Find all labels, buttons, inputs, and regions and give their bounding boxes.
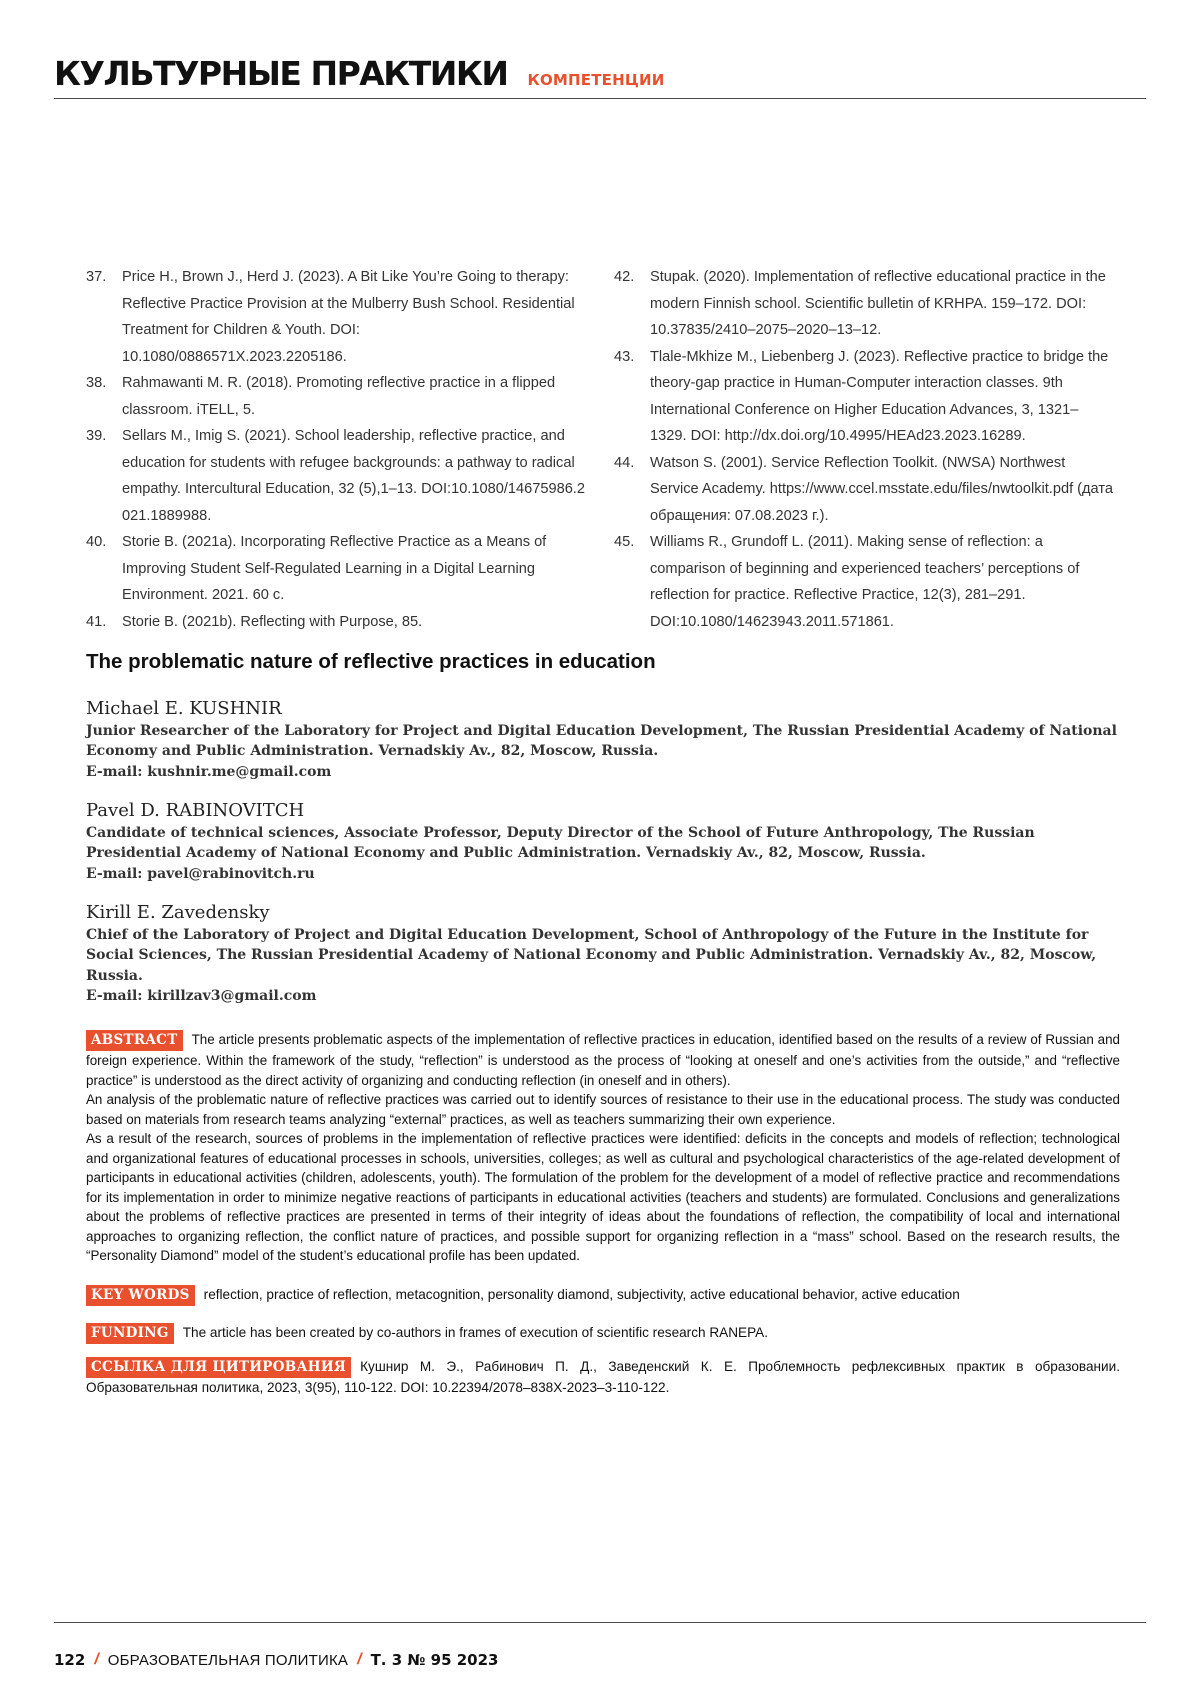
article-title: The problematic nature of reflective practices in education <box>86 650 656 674</box>
issue-info: Т. 3 № 95 2023 <box>371 1651 499 1669</box>
footer-rule <box>54 1622 1146 1623</box>
citation-text: Кушнир М. Э., Рабинович П. Д., Заведенский К. Е. Проблемность рефлексивных практик в образовании. Образовательная политика, 2023, 3(95), 110-122. DOI: 10.22394/2078–838X-2023–3-110-122. <box>86 1359 1120 1395</box>
running-header <box>54 54 1146 99</box>
reference-number: 42. <box>614 264 650 344</box>
funding-label: FUNDING <box>86 1323 174 1344</box>
reference-item <box>614 450 1114 530</box>
references-right-column <box>614 264 1114 635</box>
author-affiliation: Chief of the Laboratory of Project and Digital Education Development, School of Anthropology of the Future in the Institute for Social Sciences, The Russian Presidential Academy of National Economy and Public Administration. Vernadskiy Av., 82, Moscow, Russia. <box>86 925 1126 986</box>
reference-item <box>86 423 586 529</box>
author-name: Michael E. KUSHNIR <box>86 697 1126 721</box>
author-block <box>86 799 1126 884</box>
reference-number: 39. <box>86 423 122 529</box>
journal-subsection: КОМПЕТЕНЦИИ <box>528 71 665 89</box>
reference-number: 41. <box>86 609 122 636</box>
abstract-paragraph <box>86 1030 1120 1090</box>
keywords-text: reflection, practice of reflection, metacognition, personality diamond, subjectivity, active educational behavior, active education <box>204 1287 960 1302</box>
author-email: E-mail: pavel@rabinovitch.ru <box>86 864 1126 884</box>
author-name: Kirill E. Zavedensky <box>86 901 1126 925</box>
reference-text: Price H., Brown J., Herd J. (2023). A Bit Like You’re Going to therapy: Reflective Practice Provision at the Mulberry Bush School. Residential Treatment for Children & Youth. DOI: 10.1080/0886571X.2023.2205186. <box>122 264 586 370</box>
abstract-paragraph: As a result of the research, sources of problems in the implementation of reflective practices were identified: deficits in the concepts and models of reflection; technological and organizational features of educational processes in schools, universities, colleges; as well as cultural and psychological characteristics of the age-related development of participants in educational activities (children, adolescents, youth). The formulation of the problem for the development of a model of reflective practice and recommendations for its implementation in order to minimize negative reactions of participants in educational activities (teachers and students) are formulated. Conclusions and generalizations about the problems of reflective practices are presented in terms of their integrity of ideas about the foundations of reflection, the compatibility of local and international approaches to organizing reflection, the conflict nature of practices, and possible support for organizing reflection in a “mass” school. Based on the research results, the “Personality Diamond” model of the student’s educational profile has been updated. <box>86 1129 1120 1266</box>
journal-name: ОБРАЗОВАТЕЛЬНАЯ ПОЛИТИКА <box>108 1652 348 1669</box>
author-affiliation: Junior Researcher of the Laboratory for Project and Digital Education Development, The Russian Presidential Academy of National Economy and Public Administration. Vernadskiy Av., 82, Moscow, Russia. <box>86 721 1126 762</box>
abstract-section <box>86 1030 1120 1266</box>
reference-text: Tlale-Mkhize M., Liebenberg J. (2023). Reflective practice to bridge the theory-gap practice in Human-Computer interaction classes. 9th International Conference on Higher Education Advances, 3, 1321–1329. DOI: http://dx.doi.org/10.4995/HEAd23.2023.16289. <box>650 344 1114 450</box>
references-left-column <box>86 264 586 635</box>
keywords-label: KEY WORDS <box>86 1285 195 1306</box>
reference-item <box>614 344 1114 450</box>
reference-number: 44. <box>614 450 650 530</box>
reference-number: 38. <box>86 370 122 423</box>
funding-text: The article has been created by co-authors in frames of execution of scientific research RANEPA. <box>183 1325 768 1340</box>
reference-text: Rahmawanti M. R. (2018). Promoting reflective practice in a flipped classroom. iTELL, 5. <box>122 370 586 423</box>
footer-separator: / <box>94 1651 98 1669</box>
reference-item <box>614 264 1114 344</box>
reference-number: 45. <box>614 529 650 635</box>
page-number: 122 <box>54 1651 85 1669</box>
reference-text: Storie B. (2021b). Reflecting with Purpose, 85. <box>122 609 586 636</box>
reference-text: Watson S. (2001). Service Reflection Toolkit. (NWSA) Northwest Service Academy. https://www.ccel.msstate.edu/files/nwtoolkit.pdf (дата обращения: 07.08.2023 г.). <box>650 450 1114 530</box>
reference-text: Williams R., Grundoff L. (2011). Making sense of reflection: a comparison of beginning and experienced teachers’ perceptions of reflection for practice. Reflective Practice, 12(3), 281–291. DOI:10.1080/14623943.2011.571861. <box>650 529 1114 635</box>
citation-row <box>86 1357 1120 1398</box>
footer-separator: / <box>357 1651 361 1669</box>
reference-number: 43. <box>614 344 650 450</box>
funding-row <box>86 1322 1126 1344</box>
author-email: E-mail: kirillzav3@gmail.com <box>86 986 1126 1006</box>
reference-number: 40. <box>86 529 122 609</box>
reference-item <box>86 370 586 423</box>
reference-text: Stupak. (2020). Implementation of reflective educational practice in the modern Finnish school. Scientific bulletin of KRHPA. 159–172. DOI: 10.37835/2410–2075–2020–13–12. <box>650 264 1114 344</box>
keywords-row <box>86 1284 1126 1306</box>
page-footer <box>54 1651 499 1669</box>
abstract-label: ABSTRACT <box>86 1030 183 1051</box>
reference-number: 37. <box>86 264 122 370</box>
reference-item <box>614 529 1114 635</box>
citation-label: ССЫЛКА ДЛЯ ЦИТИРОВАНИЯ <box>86 1357 351 1378</box>
reference-text: Storie B. (2021a). Incorporating Reflective Practice as a Means of Improving Student Self-Regulated Learning in a Digital Learning Environment. 2021. 60 с. <box>122 529 586 609</box>
author-block <box>86 901 1126 1006</box>
author-block <box>86 697 1126 782</box>
author-name: Pavel D. RABINOVITCH <box>86 799 1126 823</box>
reference-item <box>86 264 586 370</box>
reference-item <box>86 609 586 636</box>
reference-item <box>86 529 586 609</box>
reference-text: Sellars M., Imig S. (2021). School leadership, reflective practice, and education for students with refugee backgrounds: a pathway to radical empathy. Intercultural Education, 32 (5),1–13. DOI:10.1080/14675986.2 021.1889988. <box>122 423 586 529</box>
author-email: E-mail: kushnir.me@gmail.com <box>86 762 1126 782</box>
journal-section-title: КУЛЬТУРНЫЕ ПРАКТИКИ <box>54 54 508 94</box>
abstract-paragraph: An analysis of the problematic nature of reflective practices was carried out to identify sources of resistance to their use in the educational process. The study was conducted based on materials from research teams analyzing “external” practices, as well as teachers summarizing their own experience. <box>86 1090 1120 1129</box>
abstract-text: The article presents problematic aspects of the implementation of reflective practices in education, identified based on the results of a review of Russian and foreign experience. Within the framework of the study, “reflection” is understood as the process of “looking at oneself and one’s activities from the outside,” and “reflective practice” is understood as the direct activity of organizing and conducting reflection (in oneself and in others). <box>86 1032 1120 1088</box>
author-affiliation: Candidate of technical sciences, Associate Professor, Deputy Director of the School of Future Anthropology, The Russian Presidential Academy of National Economy and Public Administration. Vernadskiy Av., 82, Moscow, Russia. <box>86 823 1126 864</box>
